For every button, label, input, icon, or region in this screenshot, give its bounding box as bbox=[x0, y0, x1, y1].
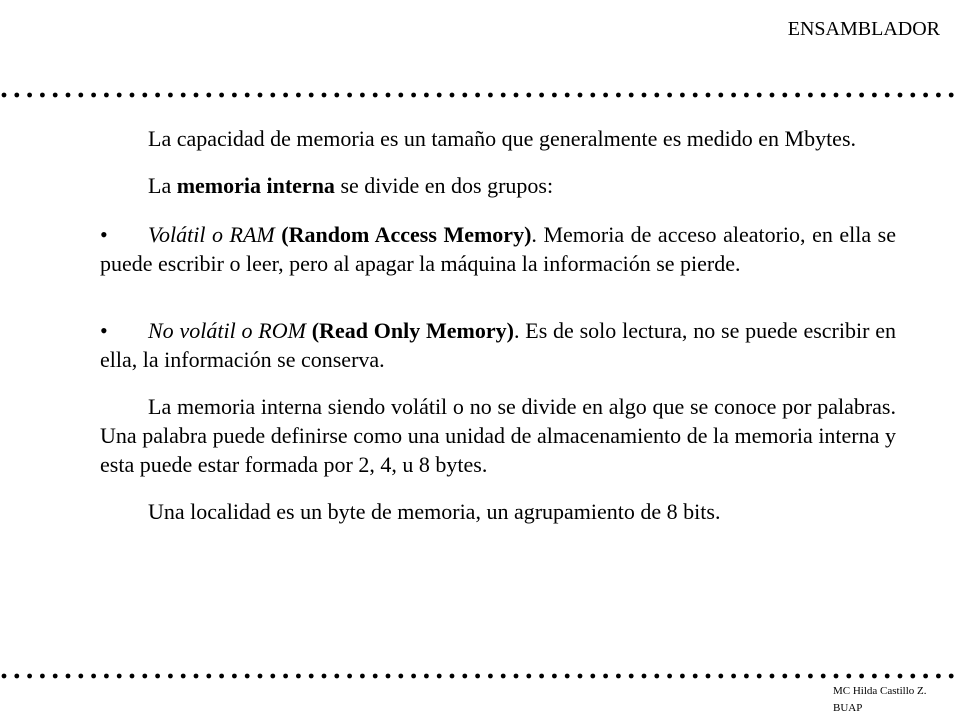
slide-title: ENSAMBLADOR bbox=[787, 18, 940, 40]
paragraph-memory-capacity: La capacidad de memoria es un tamaño que generalmente es medido en Mbytes. bbox=[148, 126, 857, 151]
divider-dot bbox=[334, 674, 339, 679]
divider-dot bbox=[539, 93, 544, 98]
bullet-mark: • bbox=[100, 318, 108, 343]
internal-memory-term: memoria interna bbox=[176, 173, 335, 198]
divider-dot bbox=[603, 674, 608, 679]
divider-dot bbox=[322, 93, 327, 98]
divider-dot bbox=[347, 93, 352, 98]
paragraph-words: La memoria interna siendo volátil o no se divide en algo que se conoce por palabras. Una palabra puede definirse como una unidad de almacenamiento de la memoria interna y esta puede estar formada por 2, 4, u 8 bytes. bbox=[100, 394, 896, 477]
divider-dot bbox=[846, 93, 851, 98]
divider-dot bbox=[219, 93, 224, 98]
divider-dot bbox=[731, 674, 736, 679]
divider-dot bbox=[578, 674, 583, 679]
divider-dot bbox=[66, 93, 71, 98]
divider-dot bbox=[27, 674, 32, 679]
divider-dot bbox=[40, 93, 45, 98]
divider-dot bbox=[309, 93, 314, 98]
divider-dot bbox=[398, 93, 403, 98]
divider-dot bbox=[680, 674, 685, 679]
divider-dot bbox=[130, 93, 135, 98]
divider-dot bbox=[834, 674, 839, 679]
rom-italic-term: No volátil o ROM bbox=[148, 318, 306, 343]
divider-dot bbox=[258, 674, 263, 679]
divider-dot bbox=[667, 93, 672, 98]
ram-italic-term: Volátil o RAM bbox=[148, 222, 275, 247]
divider-dot bbox=[373, 93, 378, 98]
divider-dot bbox=[66, 674, 71, 679]
divider-dot bbox=[232, 674, 237, 679]
divider-dot bbox=[360, 674, 365, 679]
divider-dot bbox=[706, 93, 711, 98]
divider-dot bbox=[104, 674, 109, 679]
divider-dot bbox=[386, 93, 391, 98]
divider-dot bbox=[424, 674, 429, 679]
divider-dot bbox=[603, 93, 608, 98]
divider-dot bbox=[104, 93, 109, 98]
divider-dot bbox=[744, 674, 749, 679]
divider-dot bbox=[2, 674, 7, 679]
divider-dot bbox=[219, 674, 224, 679]
divider-dot bbox=[949, 674, 954, 679]
divider-dot bbox=[590, 674, 595, 679]
divider-dot bbox=[155, 674, 160, 679]
divider-dot bbox=[718, 93, 723, 98]
divider-dot bbox=[514, 93, 519, 98]
divider-dot bbox=[859, 93, 864, 98]
divider-dot bbox=[206, 93, 211, 98]
divider-dot bbox=[795, 93, 800, 98]
divider-dot bbox=[514, 674, 519, 679]
divider-dot bbox=[386, 674, 391, 679]
divider-dot bbox=[462, 674, 467, 679]
divider-dot bbox=[949, 93, 954, 98]
divider-dot bbox=[53, 674, 58, 679]
divider-dot bbox=[616, 93, 621, 98]
divider-dot bbox=[770, 674, 775, 679]
divider-dot bbox=[718, 674, 723, 679]
bullet-ram: • Volátil o RAM (Random Access Memory). Memoria de acceso aleatorio, en ella se puede escribir o leer, pero al apagar la máquina la información se pierde. bbox=[100, 222, 896, 276]
divider-dot bbox=[693, 674, 698, 679]
divider-dot bbox=[526, 93, 531, 98]
divider-dot bbox=[770, 93, 775, 98]
divider-dot bbox=[629, 93, 634, 98]
divider-dot bbox=[14, 674, 19, 679]
divider-dot bbox=[885, 674, 890, 679]
divider-dot bbox=[194, 674, 199, 679]
bottom-dotted-divider bbox=[0, 672, 960, 680]
divider-dot bbox=[232, 93, 237, 98]
divider-dot bbox=[859, 674, 864, 679]
divider-dot bbox=[283, 674, 288, 679]
divider-dot bbox=[642, 93, 647, 98]
divider-dot bbox=[475, 674, 480, 679]
divider-dot bbox=[360, 93, 365, 98]
divider-dot bbox=[155, 93, 160, 98]
divider-dot bbox=[757, 93, 762, 98]
divider-dot bbox=[565, 93, 570, 98]
divider-dot bbox=[117, 93, 122, 98]
rom-bold-term: (Read Only Memory) bbox=[305, 318, 514, 343]
divider-dot bbox=[501, 674, 506, 679]
footer-author: MC Hilda Castillo Z. bbox=[833, 685, 927, 697]
divider-dot bbox=[846, 674, 851, 679]
divider-dot bbox=[181, 93, 186, 98]
divider-dot bbox=[283, 93, 288, 98]
paragraph-internal-memory: La memoria interna se divide en dos grupos: bbox=[148, 173, 554, 198]
divider-dot bbox=[130, 674, 135, 679]
divider-dot bbox=[539, 674, 544, 679]
divider-dot bbox=[27, 93, 32, 98]
divider-dot bbox=[14, 93, 19, 98]
divider-dot bbox=[910, 674, 915, 679]
divider-dot bbox=[117, 674, 122, 679]
divider-dot bbox=[168, 93, 173, 98]
divider-dot bbox=[885, 93, 890, 98]
divider-dot bbox=[91, 93, 96, 98]
divider-dot bbox=[322, 674, 327, 679]
divider-dot bbox=[821, 674, 826, 679]
divider-dot bbox=[245, 674, 250, 679]
divider-dot bbox=[552, 93, 557, 98]
bullet-mark: • bbox=[100, 222, 108, 247]
divider-dot bbox=[501, 93, 506, 98]
divider-dot bbox=[680, 93, 685, 98]
divider-dot bbox=[398, 674, 403, 679]
divider-dot bbox=[872, 674, 877, 679]
divider-dot bbox=[808, 93, 813, 98]
divider-dot bbox=[898, 674, 903, 679]
top-dotted-divider bbox=[0, 91, 960, 99]
divider-dot bbox=[142, 93, 147, 98]
divider-dot bbox=[40, 674, 45, 679]
divider-dot bbox=[552, 674, 557, 679]
divider-dot bbox=[78, 93, 83, 98]
divider-dot bbox=[923, 674, 928, 679]
divider-dot bbox=[782, 674, 787, 679]
divider-dot bbox=[450, 93, 455, 98]
divider-dot bbox=[821, 93, 826, 98]
divider-dot bbox=[629, 674, 634, 679]
divider-dot bbox=[270, 93, 275, 98]
bullet-rom: • No volátil o ROM (Read Only Memory). Es de solo lectura, no se puede escribir en ella, la información se conserva. bbox=[100, 318, 896, 372]
divider-dot bbox=[462, 93, 467, 98]
divider-dot bbox=[53, 93, 58, 98]
divider-dot bbox=[834, 93, 839, 98]
divider-dot bbox=[898, 93, 903, 98]
divider-dot bbox=[872, 93, 877, 98]
divider-dot bbox=[309, 674, 314, 679]
divider-dot bbox=[936, 674, 941, 679]
divider-dot bbox=[757, 674, 762, 679]
divider-dot bbox=[565, 674, 570, 679]
divider-dot bbox=[475, 93, 480, 98]
divider-dot bbox=[91, 674, 96, 679]
divider-dot bbox=[194, 93, 199, 98]
divider-dot bbox=[2, 93, 7, 98]
divider-dot bbox=[488, 93, 493, 98]
divider-dot bbox=[706, 674, 711, 679]
divider-dot bbox=[168, 674, 173, 679]
divider-dot bbox=[142, 674, 147, 679]
divider-dot bbox=[437, 93, 442, 98]
divider-dot bbox=[923, 93, 928, 98]
divider-dot bbox=[910, 93, 915, 98]
divider-dot bbox=[654, 93, 659, 98]
divider-dot bbox=[78, 674, 83, 679]
divider-dot bbox=[642, 674, 647, 679]
divider-dot bbox=[731, 93, 736, 98]
divider-dot bbox=[206, 674, 211, 679]
divider-dot bbox=[693, 93, 698, 98]
divider-dot bbox=[654, 674, 659, 679]
paragraph-location: Una localidad es un byte de memoria, un agrupamiento de 8 bits. bbox=[148, 499, 721, 524]
divider-dot bbox=[411, 93, 416, 98]
footer-credit bbox=[833, 683, 927, 717]
slide-body bbox=[100, 124, 896, 526]
divider-dot bbox=[667, 674, 672, 679]
footer-institution: BUAP bbox=[833, 702, 863, 714]
divider-dot bbox=[795, 674, 800, 679]
divider-dot bbox=[245, 93, 250, 98]
divider-dot bbox=[347, 674, 352, 679]
divider-dot bbox=[411, 674, 416, 679]
divider-dot bbox=[590, 93, 595, 98]
divider-dot bbox=[616, 674, 621, 679]
divider-dot bbox=[270, 674, 275, 679]
divider-dot bbox=[373, 674, 378, 679]
divider-dot bbox=[437, 674, 442, 679]
divider-dot bbox=[296, 674, 301, 679]
divider-dot bbox=[334, 93, 339, 98]
divider-dot bbox=[258, 93, 263, 98]
divider-dot bbox=[296, 93, 301, 98]
divider-dot bbox=[578, 93, 583, 98]
divider-dot bbox=[488, 674, 493, 679]
divider-dot bbox=[526, 674, 531, 679]
ram-bold-term: (Random Access Memory) bbox=[274, 222, 532, 247]
divider-dot bbox=[936, 93, 941, 98]
divider-dot bbox=[808, 674, 813, 679]
divider-dot bbox=[450, 674, 455, 679]
divider-dot bbox=[744, 93, 749, 98]
divider-dot bbox=[782, 93, 787, 98]
divider-dot bbox=[181, 674, 186, 679]
divider-dot bbox=[424, 93, 429, 98]
